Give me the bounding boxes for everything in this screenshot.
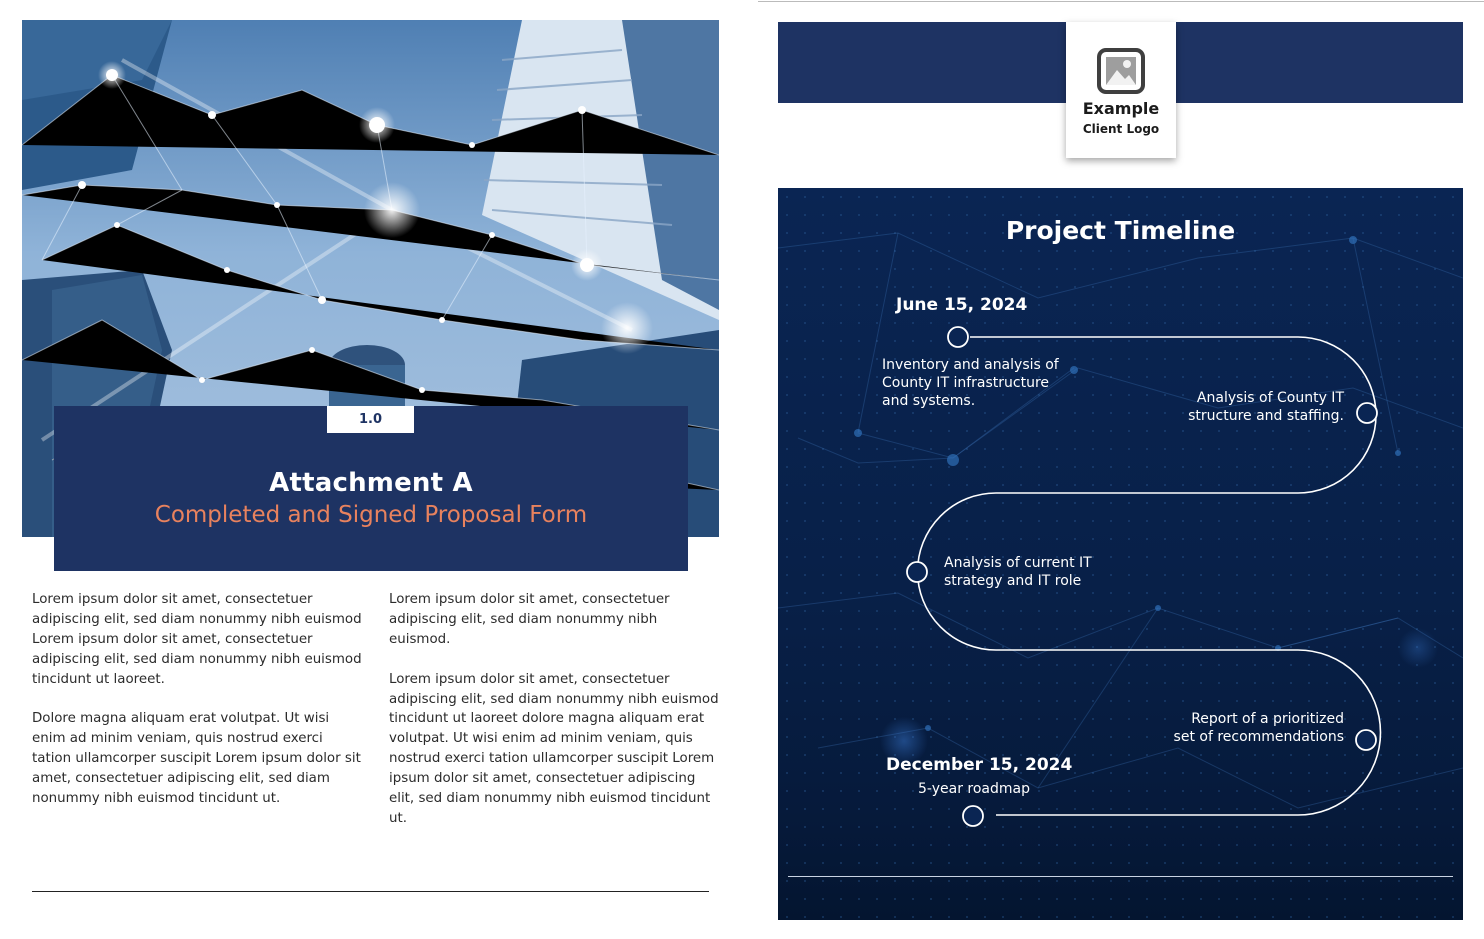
timeline-title: Project Timeline — [1005, 216, 1236, 245]
body-paragraph: Lorem ipsum dolor sit amet, consectetuer adipiscing elit, sed diam nonummy nibh euismod tincidunt ut laoreet dolore magna aliquam erat volutpat. Ut wisi enim ad minim veniam, quis nostrud exerci tation ullamcorper suscipit Lorem ipsum dolor sit amet, consectetuer adipiscing elit, sed diam nonummy nibh euismod tincidunt ut. — [389, 671, 719, 826]
image-placeholder-icon — [1097, 48, 1145, 94]
milestone-marker — [1357, 403, 1377, 423]
milestone-marker — [963, 806, 983, 826]
attachment-subtitle: Completed and Signed Proposal Form — [154, 502, 588, 528]
logo-text-example: Example — [1082, 99, 1160, 118]
milestone-marker — [907, 562, 927, 582]
footer-divider — [32, 891, 709, 892]
body-column-right — [389, 590, 719, 849]
section-number-tag: 1.0 — [327, 406, 414, 433]
body-paragraph: Dolore magna aliquam erat volutpat. Ut wisi enim ad minim veniam, quis nostrud exerci tation ullamcorper suscipit Lorem ipsum dolor sit amet, consectetuer adipiscing elit, sed diam nonummy nibh euismod tincidunt ut. — [32, 711, 361, 807]
timeline-panel — [778, 188, 1463, 920]
body-column-left — [32, 590, 362, 829]
milestone-date: December 15, 2024 — [886, 755, 1073, 775]
page-top-divider — [758, 1, 1484, 2]
milestone-description: Analysis of current IT strategy and IT role — [944, 555, 1092, 589]
body-paragraph: Lorem ipsum dolor sit amet, consectetuer adipiscing elit, sed diam nonummy nibh euismod. — [389, 592, 670, 647]
body-paragraph: Lorem ipsum dolor sit amet, consectetuer adipiscing elit, sed diam nonummy nibh euismod Lorem ipsum dolor sit amet, consectetuer adipiscing elit, sed diam nonummy nibh euismod tincidunt ut laoreet. — [32, 592, 362, 687]
milestone-description: Inventory and analysis of County IT infrastructure and systems. — [882, 357, 1059, 409]
milestone-description: 5-year roadmap — [918, 781, 1030, 797]
milestone-description: Report of a prioritized set of recommendations — [1173, 711, 1344, 745]
milestone-description: Analysis of County IT structure and staffing. — [1188, 390, 1344, 424]
milestone-marker — [948, 327, 968, 347]
milestone-date: June 15, 2024 — [896, 295, 1028, 315]
timeline-footer-divider — [788, 876, 1453, 877]
title-panel — [54, 406, 688, 571]
attachment-title: Attachment A — [269, 468, 473, 498]
client-logo-card — [1066, 22, 1176, 158]
logo-text-client-logo: Client Logo — [1082, 122, 1160, 136]
milestone-marker — [1356, 730, 1376, 750]
